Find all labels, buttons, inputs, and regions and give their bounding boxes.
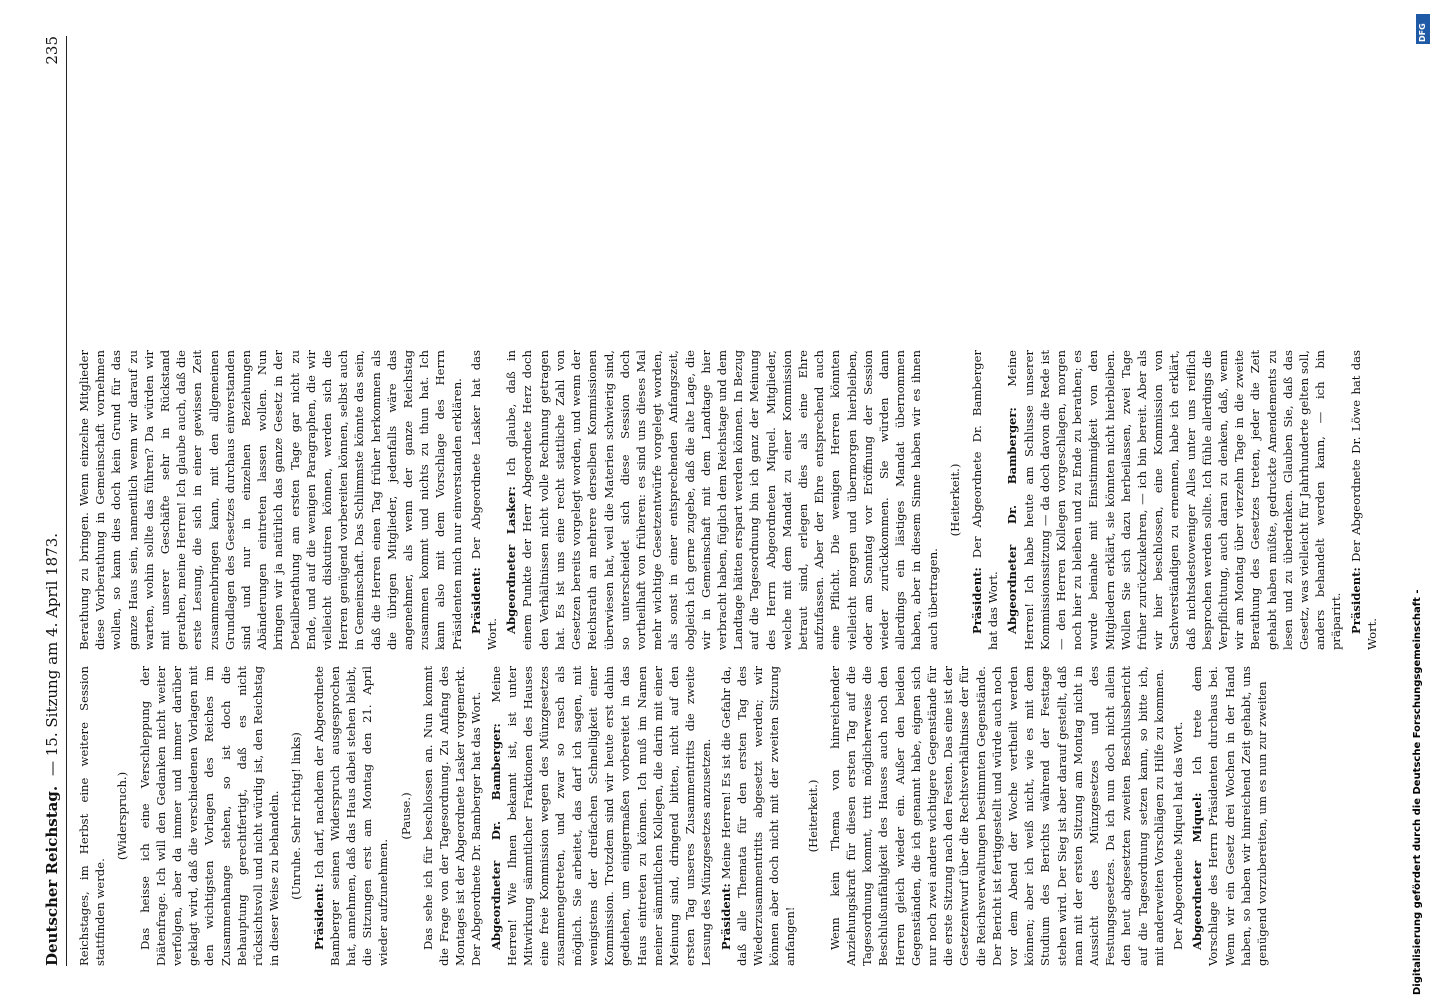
speech-text: Meine Herren! Ich habe heute am Schlusse unserer Kommissionssitzung — da doch davon die Rede ist — den Herren Kollegen vorgeschlagen, morgen noch hier zu bleiben und zu Ende zu berathen; es wurde beinahe mit Einstimmigkeit von den Mitgliedern erklärt, sie könnten nicht hierbleiben. Wollen Sie sich dazu herbeilassen, zwei Tage früher zurückzukehren, — ich bin bereit. Aber als wir hier beschlossen, eine Kommission von Sachverständigen zu ernennen, habe ich erklärt, daß nichtsdestoweniger Alles unter uns reiflich besprochen werden sollte. Ich fühle allerdings die Verpflichtung, auch daran zu denken, daß, wenn wir am Montag über vierzehn Tage in die zweite Berathung des Gesetzes treten, jeder die Zeit gehabt haben müßte, gedruckte Amendements zu lesen und zu überdenken. Glauben Sie, daß das Gesetz, was vielleicht für Jahrhunderte gelten soll, anders behandelt werden kann, — ich bin präparirt. xyxy=(1005,350,1344,650)
dfg-logo-text: DFG xyxy=(1418,23,1427,42)
speech xyxy=(1004,350,1344,650)
speech xyxy=(1348,350,1380,650)
speech-text: Der Abgeordnete Dr. Löwe hat das Wort. xyxy=(1348,350,1379,650)
page-header xyxy=(30,36,67,966)
paragraph: Der Abgeordnete Miquel hat das Wort. xyxy=(1171,721,1185,950)
speaker-label: Präsident: xyxy=(468,567,483,634)
remark: (Pause.) xyxy=(398,792,413,840)
speech-text: Der Abgeordnete Dr. Bamberger hat das Wort. xyxy=(969,349,1001,650)
speaker-label: Präsident: xyxy=(969,567,984,634)
header-title: Deutscher Reichstag. xyxy=(43,785,61,966)
text-column-left xyxy=(76,666,1376,966)
speech-text: Ich glaube, daß in einem Punkte der Herr Abgeordnete Herz doch den Verhältnissen nicht volle Rechnung getragen hat. Es ist uns eine recht stattliche Zahl von Gesetzen bereits vorgelegt worden, und wenn der Reichsrath an mehrere derselben Kommissionen überwiesen hat, weil die Materien schwierig sind, so unterscheidet sich diese Session doch vortheilhaft von früheren: es sind uns dieses Mal mehr wichtige Gesetzentwürfe vorgelegt worden, als sonst in einer entsprechenden Anfangszeit, obgleich ich gerne zugebe, daß die alte Lage, die wir in Gemeinschaft mit dem Landtage hier verbracht haben, füglich dem Reichstage und dem Landtage hätten erspart werden können. In Bezug auf die Tagesordnung bin ich ganz der Meinung des Herrn Abgeordneten Miquel. Mitglieder, welche mit dem Mandat zu einer Kommission betraut sind, erlegen dies als eine Ehre aufzufassen. Aber der Ehre entsprechend auch eine Pflicht. Die wenigen Herren könnten vielleicht morgen und übermorgen hierbleiben, oder am Sonntag vor Eröffnung der Session wieder zurückkommen. Sie würden dann allerdings ein lästiges Mandat übernommen haben, aber in diesem Sinne haben wir es ihnen auch übertragen. xyxy=(504,349,940,650)
remark: (Heiterkeit.) xyxy=(947,463,962,537)
paragraph: Reichstages, im Herbst eine weitere Session stattfinden werde. xyxy=(77,666,108,966)
page-number: 235 xyxy=(43,36,61,65)
speech-text: Meine Herren! Es ist die Gefahr da, daß alle Themata für den ersten Tag des Wiederzusammentritts abgesetzt werden; wir können aber doch nicht mit der zweiten Sitzung anfangen! xyxy=(718,665,798,966)
text-column-right xyxy=(76,349,1379,650)
speech xyxy=(969,350,1001,650)
speaker-label: Präsident: xyxy=(718,883,733,950)
paragraph: Wenn kein Thema von hinreichender Anziehungskraft für diesen ersten Tag auf die Tagesordnung kommt, tritt möglicherweise die Beschlußunfähigkeit des Hauses auch noch den Herren gleich wieder ein. Außer den beiden Gegenständen, die ich genannt habe, eignen sich nur noch zwei andere wichtigere Gegenstände für die erste Sitzung nach den Festen. Das eine ist der Gesetzentwurf über die Rechtsverhältnisse der für die Reichsverwaltungen bestimmten Gegenstände. Der Bericht ist fertiggestellt und würde auch noch vor dem Abend der Woche vertheilt werden können; aber ich weiß nicht, wie es mit dem Studium des Berichts während der Festtage stehen wird. Der Sieg ist aber darauf gestellt, daß man mit der ersten Sitzung am Montag nicht in Aussicht des Münzgesetzes und des Festungsgesetzes. Da ich nun doch nicht allein den heut abgesetzten zweiten Beschlussbericht auf die Tagesordnung setzen kann, so bitte ich, mit anderweiten Vorschlägen zu Hilfe zu kommen. xyxy=(827,666,1166,966)
speaker-label: Abgeordneter Dr. Bamberger: xyxy=(1005,407,1020,634)
speech-text: Ich trete dem Vorschlage des Herrn Präsidenten durchaus bei. Wenn wir ein Gesetz drei Wochen in der Hand haben, so haben wir hinreichend Zeit gehabt, uns genügend vorzubereiten, um es nun zur zweiten xyxy=(1190,666,1270,966)
speech-text: Meine Herren! Wie Ihnen bekannt ist, ist unter Mitwirkung sämmtlicher Fraktionen des Hauses eine freie Kommission wegen des Münzgesetzes zusammengetreten, und zwar so rasch als möglich. Sie arbeitet, das darf ich sagen, mit wenigstens der dreifachen Schnelligkeit einer Kommission. Trotzdem sind wir heute erst dahin gediehen, um einigermaßen vorbereitet in das Haus eintreten zu können. Ich muß im Namen meiner sämmtlichen Kollegen, die darin mit einer Meinung sind, dringend bitten, nicht auf den ersten Tag unseres Zusammentritts die zweite Lesung des Münzgesetzes anzusetzen. xyxy=(488,666,714,966)
speaker-label: Abgeordneter Dr. Bamberger: xyxy=(488,723,503,950)
speech xyxy=(718,666,799,966)
remark: (Widerspruch.) xyxy=(115,771,130,861)
paragraph: Das heisse ich eine Verschleppung der Diätenfrage. Ich will den Gedanken nicht weiter verfolgen, aber da immer und immer darüber geklagt wird, daß die verschiedenen Vorlagen mit den wichtigsten Vorlagen des Reiches im Zusammenhange stehen, so ist doch die Behauptung gerechtfertigt, daß es nicht rücksichtsvoll und nicht würdig ist, den Reichstag in dieser Weise zu behandeln. xyxy=(137,666,282,966)
digitization-credit xyxy=(1410,0,1432,1000)
header-session: — 15. Sitzung am 4. April 1873. xyxy=(43,532,61,776)
speaker-label: Präsident: xyxy=(1348,567,1363,634)
credit-text: Digitalisierung gefördert durch die Deutsche Forschungsgemeinschaft - xyxy=(1412,589,1423,995)
speaker-label: Präsident: xyxy=(311,883,326,950)
speech xyxy=(488,666,715,966)
speech-text: Der Abgeordnete Lasker hat das Wort. xyxy=(468,350,500,650)
speech xyxy=(1189,666,1270,966)
paragraph: Berathung zu bringen. Wenn einzelne Mitglieder diese Vorberathung in Gemeinschaft vornehmen wollen, so kann dies doch kein Grund für das ganze Haus sein, namentlich wenn wir darauf zu warten, wohin sollte das führen? Da würden wir mit unserer Geschäfte sehr in Rückstand gerathen, meine Herren! Ich glaube auch, daß die erste Lesung, die sich in einer gewissen Zeit zusammenbringen kann, mit den allgemeinen Grundlagen des Gesetzes durchaus einverstanden sind und nur in einzelnen Beziehungen Abänderungen eintreten lassen wollen. Nun bringen wir ja natürlich das ganze Gesetz in der Detailberathung am ersten Tage gar nicht zu Ende, und auf die wenigen Paragraphen, die wir vielleicht diskutiren können, werden sich die Herren genügend vorbereiten können, selbst auch in Gemeinschaft. Das Schlimmste könnte das sein, daß die Herren einen Tag früher herkommen als die übrigen Mitglieder, jedenfalls wäre das angenehmer, als wenn der ganze Reichstag zusammen kommt und nichts zu thun hat. Ich kann also mit dem Vorschlage des Herrn Präsidenten mich nur einverstanden erklären. xyxy=(77,350,464,650)
speech-text: Ich darf, nachdem der Abgeordnete Bamberger seinen Widerspruch ausgesprochen hat, annehmen, daß das Haus dabei stehen bleibt, die Sitzungen erst am Montag den 21. April wieder aufzunehmen. xyxy=(311,665,391,966)
speech xyxy=(468,350,500,650)
speech xyxy=(311,666,392,966)
speaker-label: Abgeordneter Miquel: xyxy=(1190,792,1205,950)
paragraph: Das sehe ich für beschlossen an. Nun kommt die Frage von der Tagesordnung. Zu Anfang des Montages ist der Abgeordnete Lasker vorgemerkt. Der Abgeordnete Dr. Bamberger hat das Wort. xyxy=(420,666,484,966)
speaker-label: Abgeordneter Lasker: xyxy=(504,486,519,634)
speech xyxy=(503,350,940,650)
remark: (Heiterkeit.) xyxy=(805,779,820,853)
remark: (Unruhe. Sehr richtig! links) xyxy=(289,732,304,900)
